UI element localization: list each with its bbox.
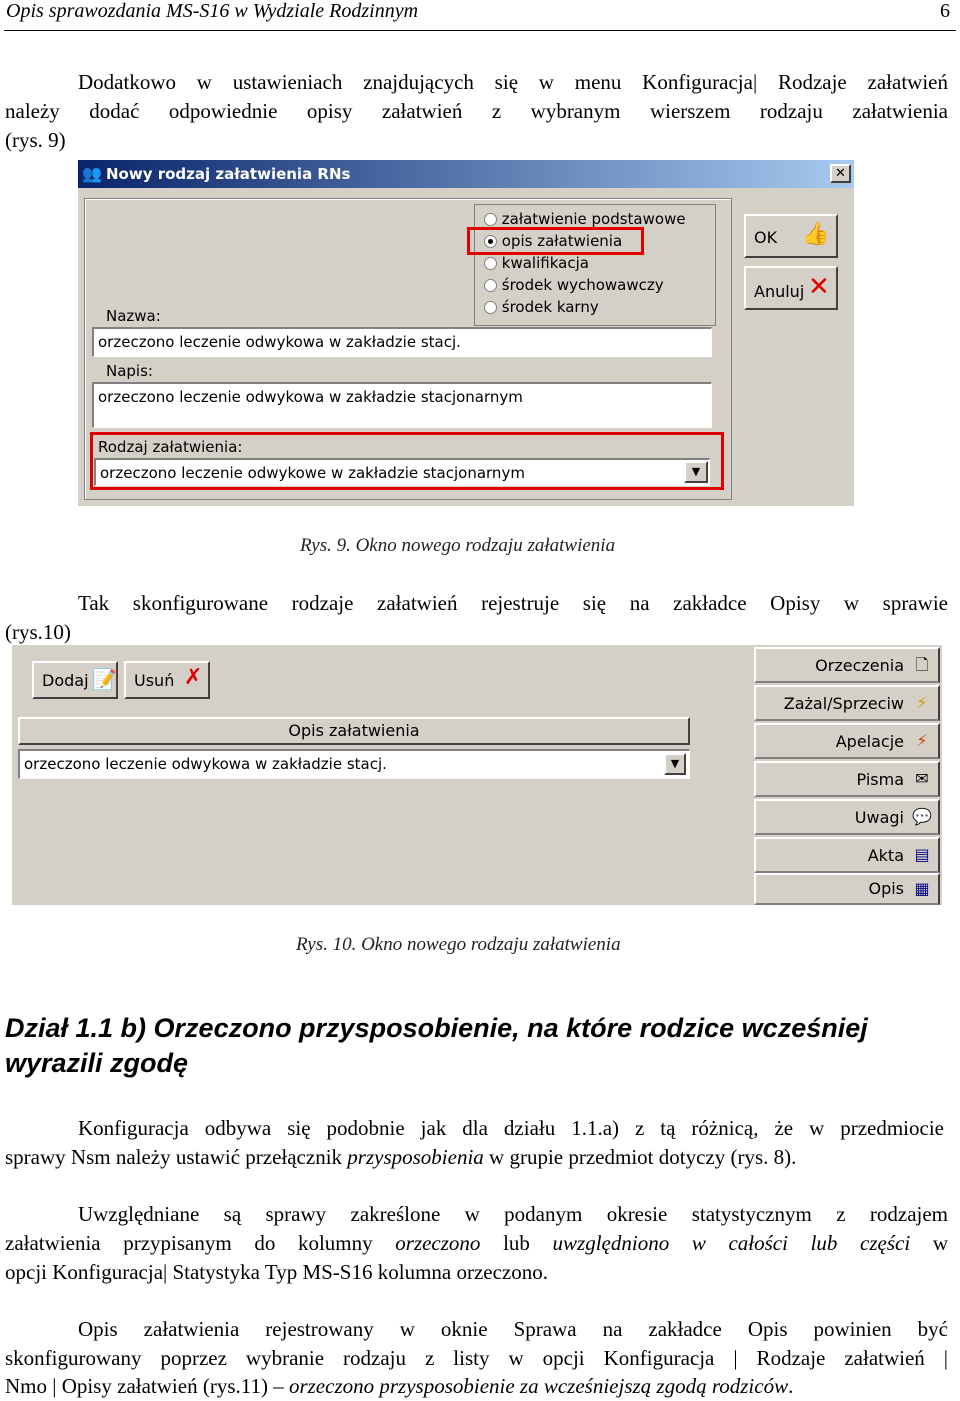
close-icon[interactable]: ✕ (830, 164, 851, 183)
tab-label: Apelacje (835, 732, 904, 751)
para4-text: lub (480, 1231, 553, 1255)
tab-opis[interactable] (754, 873, 940, 905)
radio-button[interactable] (484, 257, 497, 270)
tab-label: Akta (867, 846, 904, 865)
page-header (4, 0, 956, 31)
tab-akta[interactable] (754, 837, 940, 873)
radio-label: środek karny (501, 298, 599, 316)
radio-label: środek wychowawczy (501, 276, 664, 294)
tab-label: Uwagi (854, 808, 904, 827)
para3-line2 (5, 1143, 948, 1172)
section-heading-line1: Dział 1.1 b) Orzeczono przysposobienie, na które rodzice wcześniej (5, 1013, 868, 1043)
app-people-icon: 👥 (82, 164, 102, 183)
radio-kwalifikacja[interactable] (484, 254, 589, 272)
para4-emphasis: uwzględniono w całości lub części (552, 1231, 911, 1255)
tab-label: Opis (868, 879, 904, 898)
document-icon: 🗋 (915, 655, 929, 674)
chevron-down-icon[interactable]: ▼ (684, 461, 708, 483)
red-x-icon: ✕ (808, 272, 830, 302)
para4-line1: Uwzględniane są sprawy zakreślone w podanym okresie statystycznym z rodzajem (78, 1202, 948, 1226)
para5-text: Nmo | Opisy załatwień (rys.11) – (5, 1374, 289, 1398)
para1-line2: należy dodać odpowiednie opisy załatwień z wybranym wierszem rodzaju załatwienia (5, 99, 948, 123)
speech-bubble-icon: 💬 (912, 807, 932, 826)
para4-line3: opcji Konfiguracja| Statystyka Typ MS-S16 kolumna orzeczono. (5, 1260, 548, 1284)
section-heading-line2: wyrazili zgodę (5, 1048, 189, 1078)
napis-label: Napis: (106, 362, 153, 380)
radio-label: kwalifikacja (501, 254, 589, 272)
rodzaj-select[interactable]: orzeczono leczenie odwykowe w zakładzie stacjonarnym (94, 458, 710, 486)
para3-line1: Konfiguracja odbywa się podobnie jak dla działu 1.1.a) z tą różnicą, że w przedmiocie (78, 1116, 944, 1140)
delete-icon: ✗ (184, 665, 203, 690)
opis-select[interactable]: orzeczono leczenie odwykowa w zakładzie stacj. (18, 749, 690, 779)
ok-button[interactable] (744, 214, 838, 258)
tab-uwagi[interactable] (754, 799, 940, 835)
tab-column (754, 645, 942, 905)
para2-line2: (rys.10) (5, 620, 71, 644)
thumbs-up-icon: 👍 (802, 222, 830, 247)
para3-text: w grupie przedmiot dotyczy (rys. 8). (483, 1145, 797, 1169)
para3-text: sprawy Nsm należy ustawić przełącznik (5, 1145, 348, 1169)
usun-button[interactable] (124, 661, 210, 699)
para5-emphasis: orzeczono przysposobienie za wcześniejszą zgodą rodziców (288, 1374, 789, 1398)
para1-line3: (rys. 9) (5, 128, 66, 152)
para5-line3 (5, 1372, 948, 1401)
letter-icon: ✉ (915, 769, 929, 788)
nazwa-label: Nazwa: (106, 307, 161, 325)
nazwa-input[interactable]: orzeczono leczenie odwykowa w zakładzie stacj. (92, 327, 712, 357)
para4-text: w (910, 1231, 948, 1255)
radio-label: opis załatwienia (501, 232, 623, 250)
fig9-window (78, 160, 854, 506)
napis-input[interactable]: orzeczono leczenie odwykowa w zakładzie stacjonarnym (92, 382, 712, 428)
dodaj-label: Dodaj (42, 671, 89, 690)
radio-srodek-karny[interactable] (484, 298, 599, 316)
dodaj-button[interactable] (32, 661, 118, 699)
folder-icon: ▤ (914, 845, 930, 864)
radio-button[interactable] (484, 213, 497, 226)
fig9-caption: Rys. 9. Okno nowego rodzaju załatwienia (300, 535, 616, 556)
opis-column-header[interactable]: Opis załatwienia (18, 717, 690, 745)
grid-icon: ▦ (914, 879, 930, 898)
add-document-icon: 📝 (92, 667, 117, 691)
para3-emphasis: przysposobienia (347, 1145, 484, 1169)
tab-orzeczenia[interactable] (754, 647, 940, 683)
highlight-opis-radio (467, 227, 644, 255)
fig10-window (12, 645, 942, 905)
tab-apelacje[interactable] (754, 723, 940, 759)
radio-button[interactable] (484, 301, 497, 314)
usun-label: Usuń (134, 671, 175, 690)
ok-label: OK (754, 228, 778, 247)
page-number: 6 (940, 0, 950, 22)
para5-line1: Opis załatwienia rejestrowany w oknie Sprawa na zakładce Opis powinien być (78, 1317, 948, 1341)
para4-emphasis: orzeczono (395, 1231, 481, 1255)
tab-label: Zażal/Sprzeciw (783, 694, 904, 713)
tab-label: Pisma (856, 770, 904, 789)
para5-text: . (788, 1374, 794, 1398)
lightning-icon: ⚡ (916, 693, 928, 712)
rodzaj-label: Rodzaj załatwienia: (98, 438, 243, 456)
radio-zalatwienie-podstawowe[interactable] (484, 210, 686, 228)
radio-label: załatwienie podstawowe (501, 210, 686, 228)
highlight-rodzaj (90, 432, 724, 490)
header-title: Opis sprawozdania MS-S16 w Wydziale Rodzinnym (6, 0, 419, 22)
anuluj-label: Anuluj (754, 282, 805, 301)
tab-zazal-sprzeciw[interactable] (754, 685, 940, 721)
para2-line1: Tak skonfigurowane rodzaje załatwień rejestruje się na zakładce Opisy w sprawie (78, 591, 948, 615)
radio-srodek-wychowawczy[interactable] (484, 276, 664, 294)
fig9-window-title: Nowy rodzaj załatwienia RNs (106, 165, 351, 183)
tab-label: Orzeczenia (815, 656, 904, 675)
radio-button[interactable] (484, 279, 497, 292)
tab-pisma[interactable] (754, 761, 940, 797)
para5-line2: skonfigurowany poprzez wybranie rodzaju z listy w opcji Konfiguracja | Rodzaje załatwień | (5, 1346, 948, 1370)
fig9-titlebar (78, 160, 854, 188)
chevron-down-icon[interactable]: ▼ (664, 753, 686, 775)
para4-text: załatwienia przypisanym do kolumny (5, 1231, 396, 1255)
para4-line2 (5, 1229, 948, 1258)
fig10-caption: Rys. 10. Okno nowego rodzaju załatwienia (296, 934, 621, 955)
para1-line1: Dodatkowo w ustawieniach znajdujących się w menu Konfiguracja| Rodzaje załatwień (78, 70, 948, 94)
lightning-icon: ⚡ (916, 731, 928, 750)
anuluj-button[interactable] (744, 266, 838, 310)
